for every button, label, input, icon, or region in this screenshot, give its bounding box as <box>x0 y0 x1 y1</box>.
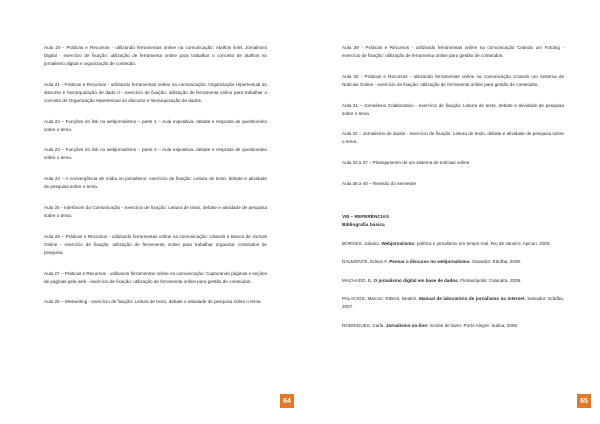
right-page <box>300 0 600 424</box>
reference-entry <box>342 258 564 266</box>
lesson-paragraph: Aula 32 – Jornalismo de dados - exercício de fixação: Leitura de texto, debate e atividade de pesquisa sobre o tema. <box>342 131 564 145</box>
page-number: 64 <box>280 394 294 408</box>
lesson-paragraph: Aula 28 – Webwriting - exercício de fixação: Leitura de texto, debate e atividade de pesquisa sobre o tema. <box>44 299 262 305</box>
reference-details: modos de fazer. Porto Alegre: Sulina, 2009. <box>428 322 519 328</box>
reference-entry <box>342 322 564 330</box>
lesson-paragraph: Aula 20 - Práticas e Recursos - utilizando ferramentas online na comunicação: Atalhos links Jornalismo Digital - exercício de fixação: utilização de ferramenta online para trabalhar o conceito de atalhos no jornalismo digital e organização de conteúdo. <box>44 45 267 66</box>
lesson-paragraph: Aula 31 – Jornalismo Colaborativo - exercício de fixação: Leitura de texto, debate e atividade de pesquisa sobre o tema. <box>342 102 564 116</box>
reference-title: O jornalismo digital em base de dados. <box>373 277 459 283</box>
lesson-paragraph: Aula 33 a 37 – Planejamento de um sistema de notícias online <box>342 160 470 166</box>
reference-author: DALMONTE, Edson F. <box>342 259 390 265</box>
reference-entry <box>342 295 564 311</box>
lesson-paragraph: Aula 30 - Práticas e Recursos - utilizando ferramentas online na comunicação Criando um Sistema de Notícias Online - exercício de fixação: utilização de ferramenta online para gestão de conteúdos. <box>342 73 564 87</box>
reference-author: MACHADO, E. <box>342 277 374 283</box>
lesson-paragraph: Aula 24 – A convergência de mídia no jornalismo: exercício de fixação: Leitura de texto, debate e atividade de pesquisa sobre o tema. <box>44 176 267 190</box>
page-number: 65 <box>577 394 591 408</box>
lesson-paragraph: Aula 25 - Interfaces da Comunicação - exercício de fixação: Leitura de texto, debate e atividade de pesquisa sobre o tema. <box>44 204 267 218</box>
lesson-paragraph: Aula 21 - Práticas e Recursos - utilizando ferramentas online na comunicação: Organização Hipertextual do discurso e hierarquização de dado II - exercício de fixação: utilização de ferramenta online para trabalhar o conceito de Organização Hipertextual do discurso e hierarquização de dados. <box>44 81 267 103</box>
reference-author: PALACIOS, Marcos; RIBAS, Beatriz. <box>342 296 420 302</box>
lesson-paragraph: Aula 23 – Funções do link no webjornalismo – parte 2 – Aula expositiva, debate e resposta de questionário sobre o tema. <box>44 147 267 161</box>
lesson-paragraph: Aula 38 a 40 – Revisão do semestre <box>342 180 417 186</box>
lesson-paragraph: Aula 22 – Funções do link no webjornalismo – parte 1 – Aula expositiva, debate e resposta de questionário sobre o tema. <box>44 118 267 132</box>
reference-title: Webjornalismo: <box>381 240 416 246</box>
subheading: Bibliografia básica <box>342 222 385 228</box>
reference-title: Jornalismo on-line: <box>385 322 429 328</box>
reference-title: Pensar o discurso no webjornalismo. <box>389 259 471 265</box>
reference-author: RODRIGUES, Carla. <box>342 322 386 328</box>
reference-details: política e jornalismo em tempo real. Rio de Janeiro: Apicuri, 2009. <box>415 240 551 246</box>
lesson-paragraph: Aula 26 – Práticas e Recursos - utilizando ferramentas online na comunicação: Usando a Banca de Jornais Online - exercício de fixação: utilização de ferramenta online para trabalhar organizar conteúdos de pesquisa. <box>44 233 267 255</box>
reference-entry <box>342 277 564 285</box>
reference-details: Florianópolis: Calandra, 2006. <box>458 277 522 283</box>
reference-details: Salvador: Edufba, 2009. <box>470 259 522 265</box>
section-heading: VIII – REFERÊNCIAS <box>342 214 389 220</box>
left-column <box>44 44 267 319</box>
lesson-paragraph: Aula 27 – Práticas e Recursos - utilizando ferramentas online na comunicação: Capturando páginas e seções de páginas pela web - exercício de fixação: utilização de ferramenta online para gestão de conteúdos. <box>44 270 267 284</box>
reference-title: Manual de laboratório de jornalismo na internet. <box>419 296 526 302</box>
reference-author: BORGES, Juliano. <box>342 240 382 246</box>
right-column <box>342 44 564 340</box>
lesson-paragraph: Aula 29 - Práticas e Recursos - utilizando ferramentas online na comunicação Criando um Fotolog - exercício de fixação: utilização de ferramenta online para gestão de conteúdos. <box>342 45 564 58</box>
reference-entry <box>342 240 564 248</box>
reference-details: Salvador: Edufba, 2007. <box>342 296 564 310</box>
